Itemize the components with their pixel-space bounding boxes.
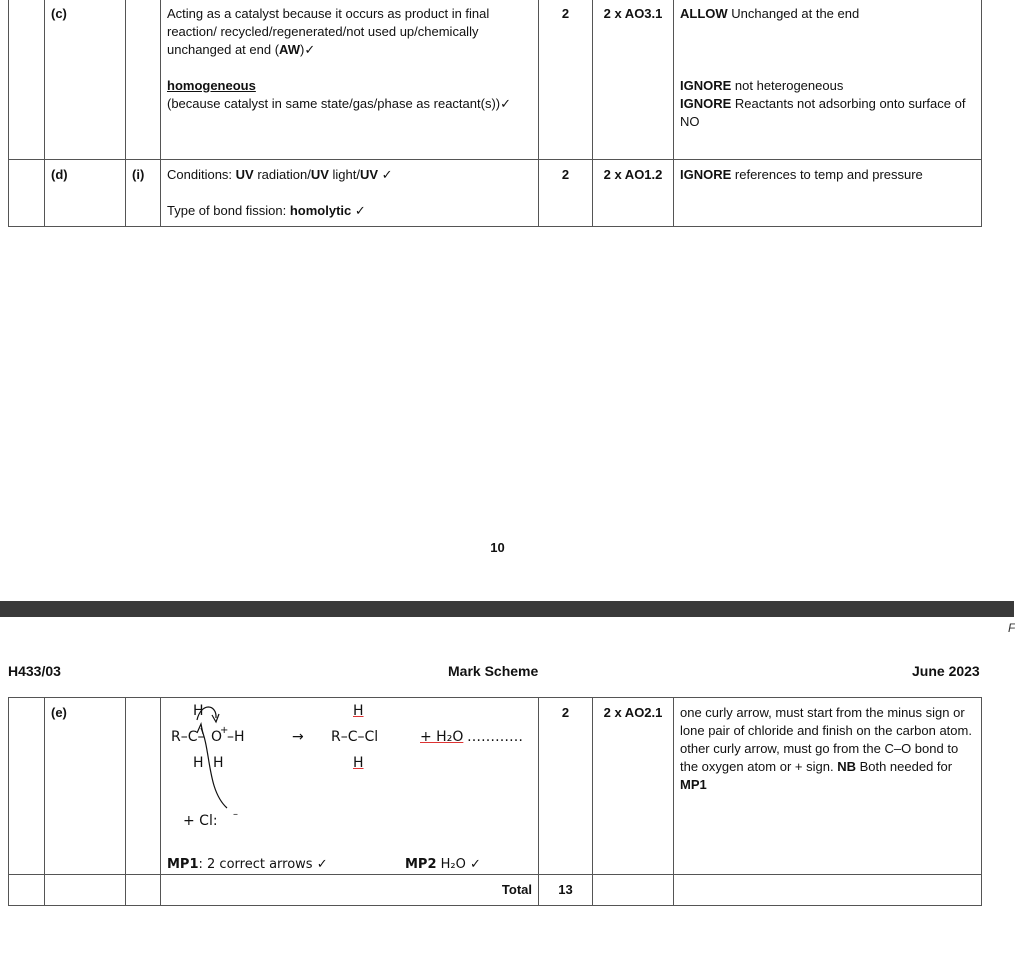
blank-cell (9, 698, 45, 875)
reaction-arrow: → (292, 729, 304, 745)
question-subpart: (i) (126, 160, 161, 227)
ao-cell: 2 x AO3.1 (593, 0, 674, 160)
table-row-d (9, 160, 982, 227)
mp1-keyword: MP1 (680, 777, 707, 792)
mark-scheme-table-bottom (8, 697, 982, 906)
table-row-c (9, 0, 982, 160)
aw-label: AW (279, 42, 300, 57)
atom-oh: –H (227, 729, 245, 745)
question-part: (e) (45, 698, 126, 875)
page-number: 10 (490, 540, 505, 555)
tick: ✓ (351, 203, 366, 218)
conditions-text: radiation/ (253, 167, 311, 182)
blank-cell (674, 875, 982, 906)
mp2-line (405, 856, 481, 874)
mp2-text: H₂O ✓ (436, 857, 481, 872)
guidance-cell (674, 160, 982, 227)
total-value: 13 (539, 875, 593, 906)
uv-text: UV (235, 167, 254, 182)
nb-keyword: NB (837, 759, 856, 774)
ao-cell: 2 x AO2.1 (593, 698, 674, 875)
guidance-text: Both needed for (855, 759, 953, 774)
dotted-line: ………… (467, 729, 523, 745)
homogeneous-reason: (because catalyst in same state/gas/phase as reactant(s))✓ (167, 96, 511, 111)
uv-text: UV (310, 167, 329, 182)
atom-h: H (353, 703, 364, 719)
product-chain: R–C–Cl (331, 729, 379, 745)
ao-cell: 2 x AO1.2 (593, 160, 674, 227)
blank-cell (593, 875, 674, 906)
answer-cell (161, 160, 539, 227)
guidance-text: other curly arrow, must go from the C–O bond to the oxygen atom or + sign. (680, 741, 959, 774)
guidance-text: one curly arrow, must start from the minus sign or lone pair of chloride and finish on the carbon atom. (680, 705, 972, 738)
document-title: Mark Scheme (448, 663, 539, 679)
atom-h: H (353, 755, 364, 771)
allow-text: Unchanged at the end (727, 6, 860, 21)
conditions-label: Conditions: (167, 167, 236, 182)
question-part: (d) (45, 160, 126, 227)
mechanism-cell (161, 698, 539, 875)
question-part: (c) (45, 0, 126, 160)
question-subpart (126, 698, 161, 875)
homogeneous-answer: homogeneous (167, 78, 256, 93)
blank-cell (9, 875, 45, 906)
ignore-text: Reactants not adsorbing onto surface of NO (680, 96, 966, 129)
ignore-text: references to temp and pressure (731, 167, 923, 182)
answer-text: Acting as a catalyst because it occurs as product in final reaction/ recycled/regenerated/not used up/chemically unchanged at end ( (167, 6, 490, 57)
blank-cell (9, 0, 45, 160)
answer-tick: )✓ (300, 42, 316, 57)
exam-date: June 2023 (912, 663, 980, 679)
edge-letter: F (1008, 621, 1015, 635)
atom-h: H (193, 755, 204, 771)
mp2-label: MP2 (405, 857, 437, 872)
blank-cell (45, 875, 126, 906)
atom-o: O (211, 729, 223, 745)
blank-cell (126, 875, 161, 906)
marks-cell: 2 (539, 160, 593, 227)
ignore-keyword: IGNORE (680, 167, 732, 182)
ignore-text: not heterogeneous (731, 78, 844, 93)
total-label: Total (161, 875, 539, 906)
paper-code: H433/03 (8, 663, 61, 679)
ignore-keyword: IGNORE (680, 78, 732, 93)
tick: ✓ (378, 167, 393, 182)
table-row-e (9, 698, 982, 875)
atom-h: H (193, 703, 204, 719)
guidance-cell (674, 0, 982, 160)
page-divider (0, 601, 1014, 617)
marks-cell: 2 (539, 0, 593, 160)
fission-label: Type of bond fission: (167, 203, 290, 218)
question-subpart (126, 0, 161, 160)
atom-h: H (213, 755, 224, 771)
chloride-ion: + Cl: (183, 813, 218, 829)
mechanism-diagram (167, 700, 532, 872)
mp1-label: MP1 (167, 857, 199, 872)
reactant-chain: R–C– (171, 729, 205, 745)
blank-cell (9, 160, 45, 227)
mp1-text: : 2 correct arrows ✓ (198, 857, 328, 872)
plus-sign: + (220, 725, 229, 736)
guidance-cell (674, 698, 982, 875)
water-product: + H₂O (420, 729, 464, 745)
mark-scheme-table-top (8, 0, 982, 227)
answer-cell (161, 0, 539, 160)
mp1-line (167, 856, 328, 874)
fission-value: homolytic (289, 203, 352, 218)
ignore-keyword: IGNORE (680, 96, 732, 111)
conditions-text: light/ (328, 167, 360, 182)
allow-keyword: ALLOW (680, 6, 728, 21)
marks-cell: 2 (539, 698, 593, 875)
uv-text: UV (359, 167, 379, 182)
total-row (9, 875, 982, 906)
minus-sign: – (233, 809, 238, 820)
